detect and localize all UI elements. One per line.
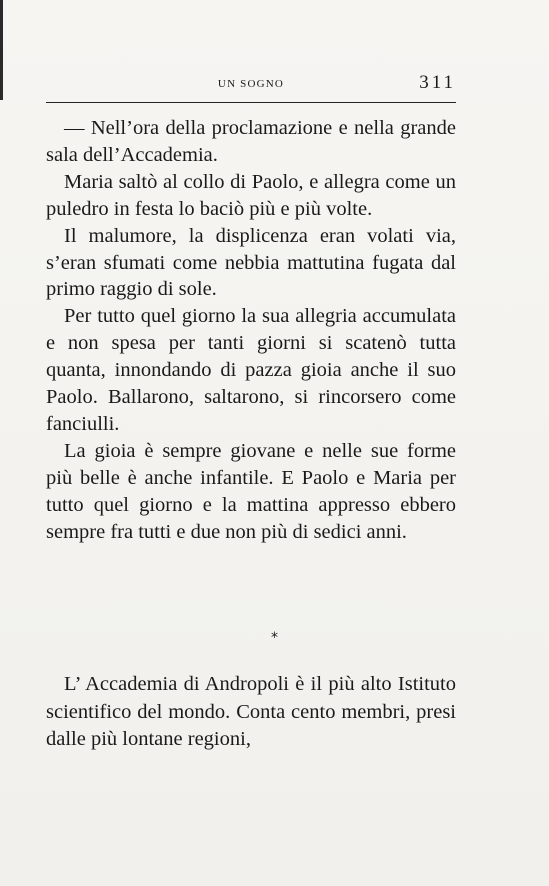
- running-title: UN SOGNO: [217, 78, 285, 90]
- page-edge-shadow: [0, 0, 3, 100]
- section-two-text: [46, 671, 456, 754]
- paragraph: Per tutto quel giorno la sua allegria accumulata e non spesa per tanti giorni si scatenò tutta quanta, innondando di pazza gioia anche il suo Paolo. Ballarono, saltarono, si rincorsero come fanciulli.: [46, 305, 456, 435]
- header-rule: [46, 102, 456, 103]
- paragraph: Maria saltò al collo di Paolo, e allegra come un puledro in festa lo baciò più e più volte.: [46, 170, 456, 220]
- paragraph: La gioia è sempre giovane e nelle sue forme più belle è anche infantile. E Paolo e Maria per tutto quel giorno e la mattina appresso ebbero sempre fra tutti e due non più di sedici anni.: [46, 439, 456, 543]
- section-separator: *: [271, 630, 278, 646]
- page-number: 311: [419, 72, 456, 93]
- page-header: [46, 72, 456, 96]
- paragraph: Il malumore, la displicenza eran volati via, s’eran sfumati come nebbia mattutina fugata dal primo raggio di sole.: [46, 224, 456, 301]
- paragraph: L’ Accademia di Andropoli è il più alto Istituto scientifico del mondo. Conta cento membri, presi dalle più lontane regioni,: [46, 673, 456, 750]
- main-text: [46, 115, 456, 546]
- paragraph: — Nell’ora della proclamazione e nella grande sala dell’Accademia.: [46, 117, 456, 166]
